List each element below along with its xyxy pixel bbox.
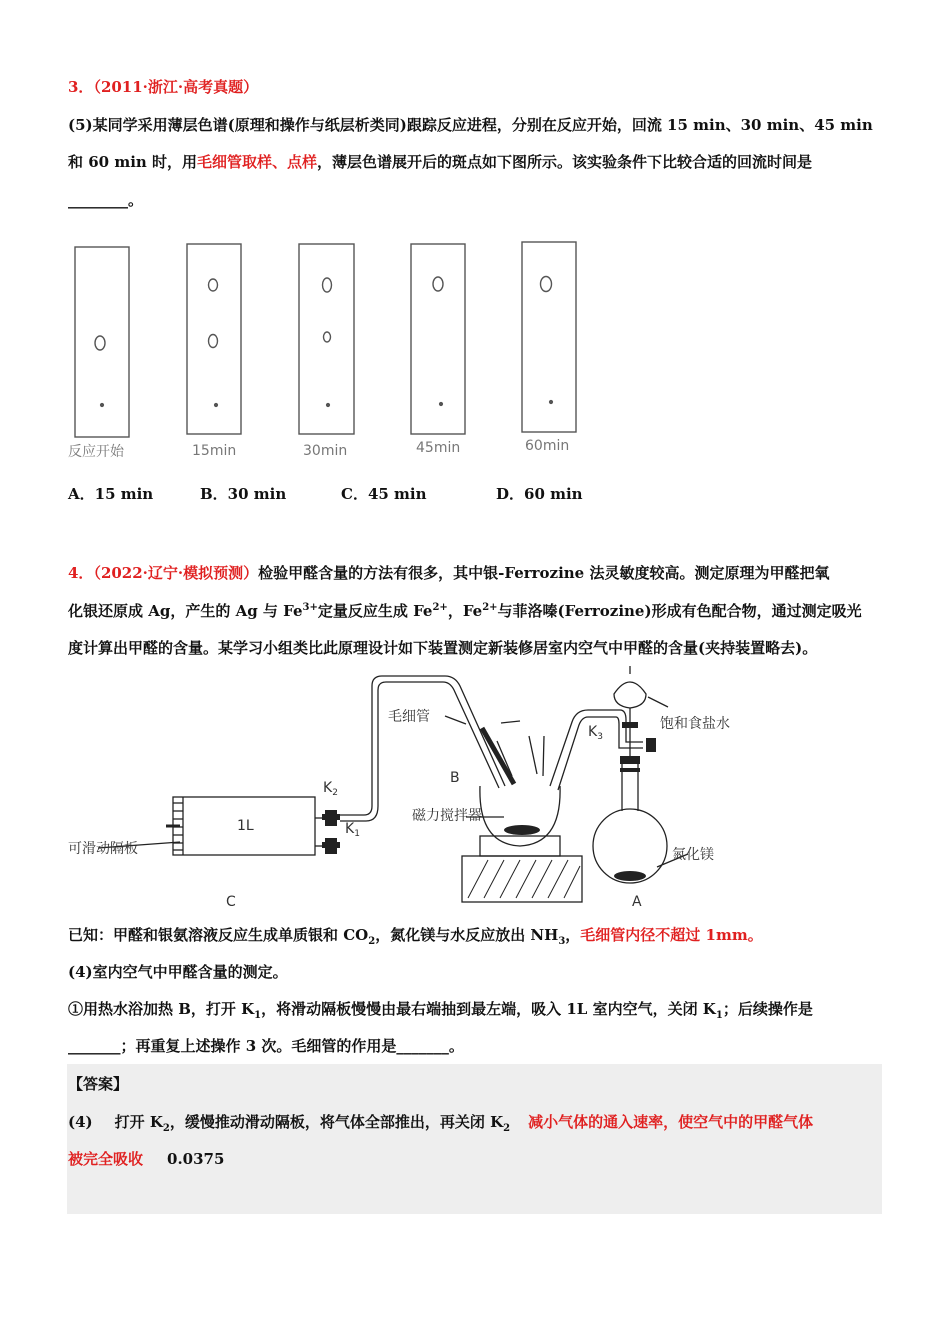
- q3-line1: (5)某同学采用薄层色谱(原理和操作与纸层析类同)跟踪反应进程，分别在反应开始，回流 15 min、30 min、45 min: [68, 116, 873, 134]
- label-k1: $K_1$: [345, 821, 360, 839]
- label-stirrer: 磁力搅拌器: [412, 808, 482, 824]
- label-c: C: [226, 894, 236, 910]
- q3-number: 3．: [68, 78, 94, 96]
- label-capillary: 毛细管: [388, 709, 430, 725]
- dropping-funnel: [614, 682, 646, 708]
- plate-label: 15min: [192, 443, 237, 459]
- q3-source: （2011·浙江·高考真题）: [93, 78, 259, 96]
- label-b: B: [450, 770, 460, 786]
- flask-b: [480, 786, 560, 846]
- plate-label: 反应开始: [68, 444, 124, 460]
- tlc-plate-45min: [411, 244, 465, 434]
- label-brine: 饱和食盐水: [660, 716, 730, 732]
- q3-header: [68, 77, 258, 97]
- answer-heading: 【答案】: [68, 1075, 129, 1093]
- q4-line1: 4．（2022·辽宁·模拟预测）检验甲醛含量的方法有很多，其中银-Ferrozine 法灵敏度较高。测定原理为甲醛把氧: [68, 564, 830, 582]
- q4-line2: 化银还原成 Ag，产生的 Ag 与 $Fe^{3+}$定量反应生成 $Fe^{2+}$，$Fe^{2+}$与菲洛嗪(Ferrozine)形成有色配合物，通过测定吸光: [68, 602, 862, 620]
- answer-box: [67, 1064, 882, 1214]
- answer-line1: (4) 打开 $K_2$，缓慢推动滑动隔板，将气体全部推出，再关闭 $K_2$ 减小气体的通入速率，使空气中的甲醛气体: [68, 1113, 814, 1134]
- plate-label: 60min: [525, 438, 570, 454]
- q4-step2[interactable]: _______；再重复上述操作 3 次。毛细管的作用是_______。: [68, 1037, 464, 1055]
- q4-line3: 度计算出甲醛的含量。某学习小组类比此原理设计如下装置测定新装修居室内空气中甲醛的含量(夹持装置略去)。: [68, 639, 818, 657]
- tlc-origin-dot: [550, 401, 553, 404]
- tlc-plate-start: [75, 247, 129, 437]
- tlc-origin-dot: [440, 403, 443, 406]
- label-k2: $K_2$: [323, 780, 338, 798]
- tlc-plates-figure: [62, 228, 592, 463]
- q4-known: 已知：甲醛和银氨溶液反应生成单质银和 $CO_2$，氮化镁与水反应放出 $NH_3$，毛细管内径不超过 1mm。: [68, 926, 763, 947]
- option-a[interactable]: A．15 min: [68, 485, 154, 503]
- q3-blank[interactable]: ________。: [68, 191, 144, 209]
- option-b[interactable]: B．30 min: [200, 485, 287, 503]
- label-k3: $K_3$: [588, 724, 603, 742]
- label-mg-nitride: 氮化镁: [672, 847, 714, 863]
- tlc-spot: [95, 336, 105, 350]
- q4-part4: (4)室内空气中甲醛含量的测定。: [68, 963, 288, 981]
- q4-number: 4．: [68, 564, 94, 582]
- tlc-plate-60min: [522, 242, 576, 432]
- tlc-spot: [541, 277, 552, 292]
- q4-step1: ①用热水浴加热 B，打开 $K_1$，将滑动隔板慢慢由最右端抽到最左端，吸入 1L 室内空气，关闭 $K_1$；后续操作是: [68, 1000, 813, 1021]
- apparatus-figure: [60, 666, 780, 916]
- q3-line2: 和 60 min 时，用毛细管取样、点样，薄层色谱展开后的斑点如下图所示。该实验条件下比较合适的回流时间是: [68, 153, 813, 171]
- plate-label: 45min: [416, 440, 461, 456]
- tlc-origin-dot: [215, 404, 218, 407]
- answer-value: 0.0375: [167, 1150, 225, 1168]
- tlc-spot: [324, 332, 331, 342]
- plate-label: 30min: [303, 443, 348, 459]
- option-c[interactable]: C．45 min: [341, 485, 427, 503]
- answer-line2: 被完全吸收 0.0375: [68, 1150, 225, 1168]
- tlc-spot: [209, 279, 218, 291]
- label-a: A: [632, 894, 642, 910]
- label-partition: 可滑动隔板: [68, 841, 138, 857]
- q4-source: （2022·辽宁·模拟预测）: [93, 564, 259, 582]
- tlc-spot: [433, 277, 443, 291]
- tlc-origin-dot: [101, 404, 104, 407]
- option-d[interactable]: D．60 min: [496, 485, 583, 503]
- label-volume: 1L: [237, 818, 254, 834]
- tlc-origin-dot: [327, 404, 330, 407]
- tlc-spot: [209, 335, 218, 348]
- q3-highlight: 毛细管取样、点样: [197, 153, 318, 171]
- tlc-spot: [323, 278, 332, 292]
